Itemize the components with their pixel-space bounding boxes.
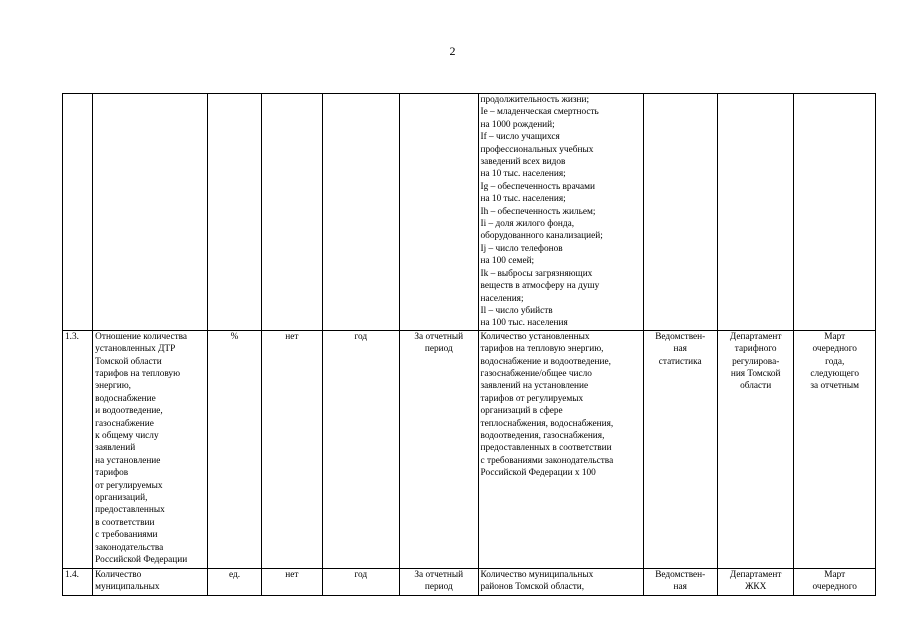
method-cell: продолжительность жизни; Ie – младенческая смертность на 1000 рождений; If – число учащихся профессиональных учебных заведений всех видов на 10 тыс. населения; Ig – обеспеченность врачами на 10 тыс. населения; Ih – обеспеченность жильем; Ii – доля жилого фонда, оборудованного канализацией; Ij – число телефонов на 100 семей; Ik – выбросы загрязняющих веществ в атмосферу на душу населения; Il – число убийств на 100 тыс. населения: [478, 94, 643, 331]
responsible-cell: Департамент тарифного регулирова- ния Томской области: [717, 330, 793, 568]
timing-cell: За отчетный период: [400, 330, 478, 568]
method-cell: Количество муниципальных районов Томской области,: [478, 568, 643, 595]
indicator-name-cell: Количество муниципальных: [93, 568, 208, 595]
page-number: 2: [449, 44, 456, 58]
indicator-name-cell: [93, 94, 208, 331]
timing-cell: [400, 94, 478, 331]
indicators-table: [62, 93, 876, 596]
row-number-cell: 1.3.: [63, 330, 93, 568]
deadline-cell: Март очередного года, следующего за отчетным: [794, 330, 876, 568]
breakdown-cell: нет: [262, 568, 322, 595]
unit-cell: ед.: [207, 568, 261, 595]
row-number-cell: 1.4.: [63, 568, 93, 595]
periodicity-cell: год: [322, 330, 399, 568]
deadline-cell: [794, 94, 876, 331]
method-cell: Количество установленных тарифов на тепловую энергию, водоснабжение и водоотведение, газоснабжение/общее число заявлений на установление тарифов от регулируемых организаций в сфере теплоснабжения, водоснабжения, водоотведения, газоснабжения, предоставленных в соответствии с требованиями законодательства Российской Федерации x 100: [478, 330, 643, 568]
breakdown-cell: [262, 94, 322, 331]
responsible-cell: [717, 94, 793, 331]
table-row: [63, 330, 876, 568]
periodicity-cell: год: [322, 568, 399, 595]
row-number-cell: [63, 94, 93, 331]
source-cell: [643, 94, 717, 331]
responsible-cell: Департамент ЖКХ: [717, 568, 793, 595]
periodicity-cell: [322, 94, 399, 331]
unit-cell: %: [207, 330, 261, 568]
table-row: [63, 94, 876, 331]
breakdown-cell: нет: [262, 330, 322, 568]
table-row: [63, 568, 876, 595]
source-cell: Ведомствен- ная: [643, 568, 717, 595]
timing-cell: За отчетный период: [400, 568, 478, 595]
deadline-cell: Март очередного: [794, 568, 876, 595]
indicator-name-cell: Отношение количества установленных ДТР Томской области тарифов на тепловую энергию, водоснабжение и водоотведение, газоснабжение к общему числу заявлений на установление тарифов от регулируемых организаций, предоставленных в соответствии с требованиями законодательства Российской Федерации: [93, 330, 208, 568]
source-cell: Ведомствен- ная статистика: [643, 330, 717, 568]
unit-cell: [207, 94, 261, 331]
